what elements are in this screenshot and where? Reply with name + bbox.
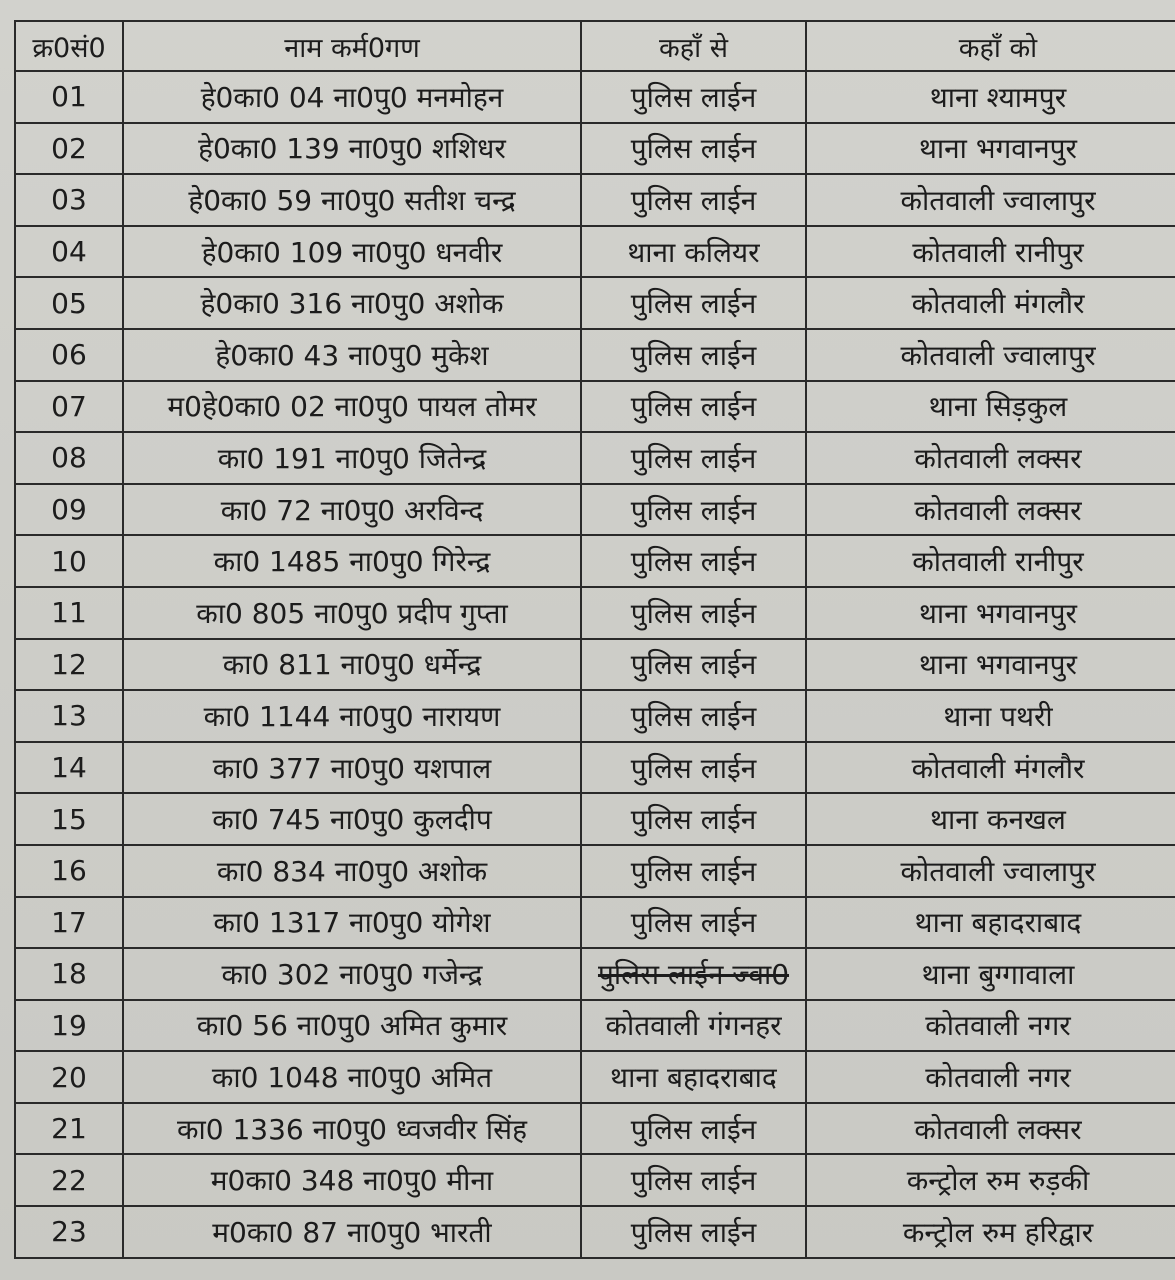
cell-serial: 23 <box>15 1206 123 1258</box>
cell-from: कोतवाली गंगनहर <box>581 1000 806 1052</box>
cell-to: कोतवाली लक्सर <box>806 432 1175 484</box>
cell-from: पुलिस लाईन <box>581 690 806 742</box>
cell-serial: 05 <box>15 277 123 329</box>
cell-from: पुलिस लाईन <box>581 639 806 691</box>
table-row <box>15 277 1175 329</box>
cell-name: का0 56 ना0पु0 अमित कुमार <box>123 1000 581 1052</box>
cell-name: का0 1144 ना0पु0 नारायण <box>123 690 581 742</box>
table-row <box>15 329 1175 381</box>
table-row <box>15 1000 1175 1052</box>
cell-to: थाना बुग्गावाला <box>806 948 1175 1000</box>
cell-serial: 11 <box>15 587 123 639</box>
cell-to: कोतवाली ज्वालापुर <box>806 845 1175 897</box>
table-row <box>15 948 1175 1000</box>
cell-name: हे0का0 139 ना0पु0 शशिधर <box>123 123 581 175</box>
cell-to: कोतवाली ज्वालापुर <box>806 174 1175 226</box>
cell-name: का0 191 ना0पु0 जितेन्द्र <box>123 432 581 484</box>
cell-serial: 21 <box>15 1103 123 1155</box>
cell-serial: 04 <box>15 226 123 278</box>
cell-serial: 15 <box>15 793 123 845</box>
cell-name: का0 72 ना0पु0 अरविन्द <box>123 484 581 536</box>
cell-serial: 06 <box>15 329 123 381</box>
table-row <box>15 123 1175 175</box>
table-row <box>15 897 1175 949</box>
header-name: नाम कर्म0गण <box>123 21 581 71</box>
cell-to: थाना बहादराबाद <box>806 897 1175 949</box>
table-row <box>15 226 1175 278</box>
table-row <box>15 381 1175 433</box>
transfer-table <box>14 20 1175 1259</box>
cell-serial: 16 <box>15 845 123 897</box>
cell-name: का0 1336 ना0पु0 ध्वजवीर सिंह <box>123 1103 581 1155</box>
table-row <box>15 587 1175 639</box>
cell-from: थाना बहादराबाद <box>581 1051 806 1103</box>
cell-from: थाना कलियर <box>581 226 806 278</box>
cell-serial: 02 <box>15 123 123 175</box>
cell-to: थाना सिड़कुल <box>806 381 1175 433</box>
cell-from: पुलिस लाईन <box>581 897 806 949</box>
table-header-row <box>15 21 1175 71</box>
table-row <box>15 174 1175 226</box>
cell-name: का0 1485 ना0पु0 गिरेन्द्र <box>123 535 581 587</box>
cell-to: कोतवाली मंगलौर <box>806 277 1175 329</box>
cell-serial: 12 <box>15 639 123 691</box>
cell-name: हे0का0 109 ना0पु0 धनवीर <box>123 226 581 278</box>
table-row <box>15 639 1175 691</box>
header-to: कहाँ को <box>806 21 1175 71</box>
cell-name: का0 805 ना0पु0 प्रदीप गुप्ता <box>123 587 581 639</box>
cell-to: थाना भगवानपुर <box>806 123 1175 175</box>
cell-from: पुलिस लाईन <box>581 535 806 587</box>
cell-serial: 03 <box>15 174 123 226</box>
cell-serial: 14 <box>15 742 123 794</box>
table-row <box>15 1206 1175 1258</box>
cell-name: म0का0 348 ना0पु0 मीना <box>123 1154 581 1206</box>
cell-from: पुलिस लाईन ज्वा0 <box>581 948 806 1000</box>
cell-serial: 13 <box>15 690 123 742</box>
cell-serial: 08 <box>15 432 123 484</box>
cell-serial: 20 <box>15 1051 123 1103</box>
table-row <box>15 432 1175 484</box>
table-row <box>15 793 1175 845</box>
table-row <box>15 690 1175 742</box>
cell-name: का0 811 ना0पु0 धर्मेन्द्र <box>123 639 581 691</box>
cell-to: थाना भगवानपुर <box>806 587 1175 639</box>
cell-to: कोतवाली ज्वालापुर <box>806 329 1175 381</box>
cell-to: थाना भगवानपुर <box>806 639 1175 691</box>
cell-serial: 18 <box>15 948 123 1000</box>
cell-from: पुलिस लाईन <box>581 1103 806 1155</box>
cell-from: पुलिस लाईन <box>581 381 806 433</box>
header-from: कहाँ से <box>581 21 806 71</box>
cell-to: कोतवाली मंगलौर <box>806 742 1175 794</box>
cell-name: का0 302 ना0पु0 गजेन्द्र <box>123 948 581 1000</box>
cell-to: कन्ट्रोल रुम रुड़की <box>806 1154 1175 1206</box>
cell-from: पुलिस लाईन <box>581 742 806 794</box>
cell-name: हे0का0 04 ना0पु0 मनमोहन <box>123 71 581 123</box>
cell-serial: 10 <box>15 535 123 587</box>
cell-from: पुलिस लाईन <box>581 174 806 226</box>
table-row <box>15 1103 1175 1155</box>
cell-from: पुलिस लाईन <box>581 123 806 175</box>
cell-name: म0हे0का0 02 ना0पु0 पायल तोमर <box>123 381 581 433</box>
cell-from: पुलिस लाईन <box>581 484 806 536</box>
cell-serial: 01 <box>15 71 123 123</box>
cell-name: हे0का0 316 ना0पु0 अशोक <box>123 277 581 329</box>
cell-name: म0का0 87 ना0पु0 भारती <box>123 1206 581 1258</box>
cell-name: का0 834 ना0पु0 अशोक <box>123 845 581 897</box>
cell-from: पुलिस लाईन <box>581 71 806 123</box>
cell-name: हे0का0 59 ना0पु0 सतीश चन्द्र <box>123 174 581 226</box>
cell-serial: 22 <box>15 1154 123 1206</box>
table-row <box>15 484 1175 536</box>
table-row <box>15 1051 1175 1103</box>
cell-name: का0 1317 ना0पु0 योगेश <box>123 897 581 949</box>
table-row <box>15 535 1175 587</box>
cell-from: पुलिस लाईन <box>581 432 806 484</box>
cell-from: पुलिस लाईन <box>581 1154 806 1206</box>
cell-from: पुलिस लाईन <box>581 587 806 639</box>
cell-name: का0 745 ना0पु0 कुलदीप <box>123 793 581 845</box>
cell-to: कोतवाली लक्सर <box>806 484 1175 536</box>
table-row <box>15 845 1175 897</box>
cell-to: कोतवाली नगर <box>806 1051 1175 1103</box>
cell-from: पुलिस लाईन <box>581 1206 806 1258</box>
table-row <box>15 742 1175 794</box>
cell-from: पुलिस लाईन <box>581 329 806 381</box>
table-row <box>15 71 1175 123</box>
cell-name: हे0का0 43 ना0पु0 मुकेश <box>123 329 581 381</box>
cell-to: कन्ट्रोल रुम हरिद्वार <box>806 1206 1175 1258</box>
cell-to: कोतवाली लक्सर <box>806 1103 1175 1155</box>
cell-serial: 17 <box>15 897 123 949</box>
cell-to: कोतवाली रानीपुर <box>806 226 1175 278</box>
table-row <box>15 1154 1175 1206</box>
cell-to: थाना श्यामपुर <box>806 71 1175 123</box>
cell-serial: 07 <box>15 381 123 433</box>
cell-to: थाना पथरी <box>806 690 1175 742</box>
cell-to: थाना कनखल <box>806 793 1175 845</box>
cell-serial: 19 <box>15 1000 123 1052</box>
cell-to: कोतवाली रानीपुर <box>806 535 1175 587</box>
cell-from: पुलिस लाईन <box>581 277 806 329</box>
cell-to: कोतवाली नगर <box>806 1000 1175 1052</box>
header-serial: क्र0सं0 <box>15 21 123 71</box>
cell-from: पुलिस लाईन <box>581 845 806 897</box>
cell-from: पुलिस लाईन <box>581 793 806 845</box>
cell-serial: 09 <box>15 484 123 536</box>
cell-name: का0 1048 ना0पु0 अमित <box>123 1051 581 1103</box>
cell-name: का0 377 ना0पु0 यशपाल <box>123 742 581 794</box>
